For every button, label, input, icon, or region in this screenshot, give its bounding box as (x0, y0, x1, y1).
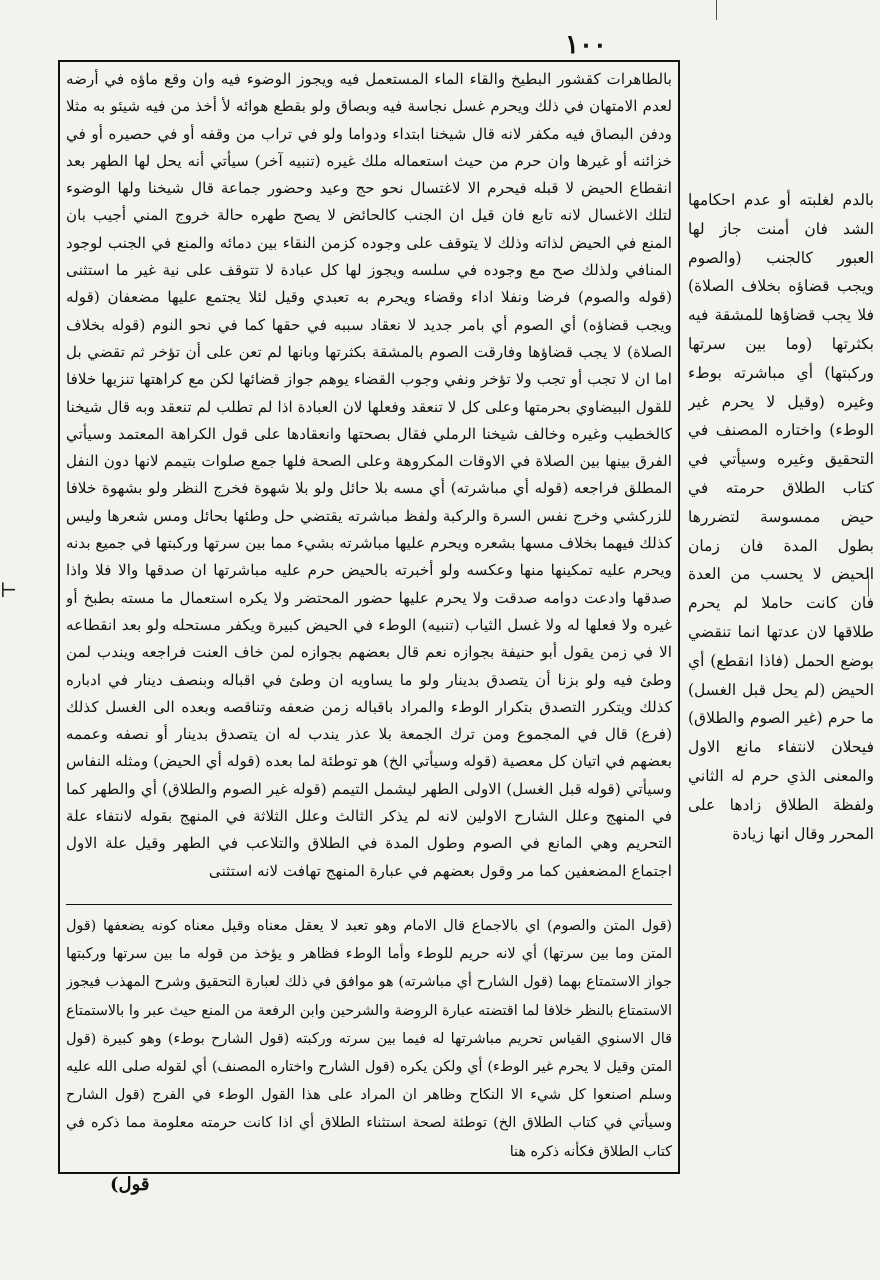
main-text-block (66, 66, 672, 898)
margin-paragraph: بالدم لغلبته أو عدم احكامها الشد فان أمنت جاز لها العبور كالجنب (والصوم ويجب قضاؤه بخلاف الصلاة) فلا يجب قضاؤها للمشقة فيه بكثرتها (وما بين سرتها وركبتها) أي مباشرته بوطء وغيره (وقيل لا يحرم غير الوطء) واختاره المصنف في التحقيق وغيره وسيأتي في كتاب الطلاق حرمته في حيض ممسوسة لتضررها بطول المدة فان زمان الحيض لا يحسب من العدة فان كانت حاملا لم يحرم طلاقها لان عدتها انما تنقضي بوضع الحمل (فاذا انقطع) أي الحيض (لم يحل قبل الغسل) ما حرم (غير الصوم والطلاق) فيحلان لانتفاء مانع الاول والمعنى الذي حرم له الثاني ولفظة الطلاق زادها على المحرر وقال انها زيادة (688, 191, 874, 843)
commentary-paragraph: (قول المتن والصوم) اي بالاجماع قال الامام وهو تعبد لا يعقل معناه وقيل معناه كونه يضعفها (قول المتن وما بين سرتها) أي لانه حريم للوطء وأما الوطء فظاهر و يؤخذ من قوله ما بين سرتها وركبتها جواز الاستمتاع بهما (قول الشارح أي مباشرته) هو موافق في ذلك لعبارة التحقيق وشرح المهذب فيجوز الاستمتاع بالنظر خلافا لما اقتضته عبارة الروضة والشرحين وابن الرفعة من المنع حيث عبر وا بالاستمتاع قال الاسنوي القياس تحريم مباشرتها له فيما بين سرته وركبته (قول الشارح بوطء) وهو كبيرة (قول المتن وقيل لا يحرم غير الوطء) أي ولكن يكره (قول الشارح واختاره المصنف) أي لقوله صلى الله عليه وسلم اصنعوا كل شيء الا النكاح وظاهر ان المراد على هذا القول الوطء في الفرج (قول الشارح وسيأتي في كتاب الطلاق الخ) توطئة لصحة استثناء الطلاق أي اذا كانت حرمته معلومة مما ذكره في كتاب الطلاق فكأنه ذكره هنا (66, 918, 672, 1160)
margin-mark: ⊢ (0, 578, 18, 602)
page-number: ١٠٠ (565, 30, 607, 60)
catchword: (قول (110, 1174, 150, 1195)
scratch-mark (716, 0, 717, 20)
main-paragraph: بالطاهرات كقشور البطيخ والقاء الماء المستعمل فيه ويجوز الوضوء فيه وان وقع ماؤه في أرضه لعدم الامتهان في ذلك ويحرم غسل نجاسة فيه وبصاق ولو بقطع هوائه لأ أخذ من فيه شيئو به مثلا ودفن البصاق فيه مكفر لانه قال شيخنا ابتداء ودواما ولو في تراب من وقفه أو في حصيره أو في خزائنه أو غيرها وان حرم من حيث استعماله ملك غيره (تنبيه آخر) سيأتي أنه يحل لها الطهر بعد انقطاع الحيض لا قبله فيحرم الا لاغتسال نحو حج وعيد وحضور جماعة قال شيخنا ولها الوضوء لتلك الاغسال لانه تابع فان قيل ان الجنب كالحائض لا يصح طهره حالة خروج المني أجيب بان المنع في الحيض لذاته وذلك لا يتوقف على وجوده كزمن النقاء بين دمائه والمنع في الجنب لوجود المنافي ولذلك صح مع وجوده في سلسه ويجوز لها كل عبادة لا تتوقف على نية غير ما استثنى (قوله والصوم) فرضا ونفلا اداء وقضاء ويحرم به تعبدي وقيل لئلا يجتمع عليها مضعفان (قوله ويجب قضاؤه) أي الصوم أي بامر جديد لا نعقاد سببه في حقها كما في نحو النوم (قوله بخلاف الصلاة) لا يجب قضاؤها وفارقت الصوم بالمشقة بكثرتها وبانها لم تعن على أن تؤخر ثم تقضي بل اما ان لا تجب أو تجب ولا تؤخر ونفي وجوب القضاء يوهم جواز قضائها لكن مع كراهتها تنزيها خلافا للقول البيضاوي بحرمتها وعلى كل لا تنعقد وفعلها لان العبادة اذا لم تطلب لم تنعقد وبه قال شيخنا كالخطيب وغيره وخالف شيخنا الرملي فقال بصحتها وانعقادها على قول الكراهة المعتمد وسيأتي الفرق بينها بين الصلاة في الاوقات المكروهة وعلى الصحة فلها جمع صلوات بتيمم لانها دون النفل المطلق فراجعه (قوله أي مباشرته) أي مسه بلا حائل ولو بلا شهوة فخرج النظر ولو بشهوة خلافا للزركشي وخرج نفس السرة والركبة ولفظ مباشرته يقتضي حل وطئها بحائل ومس شعرها وليس كذلك فيهما بخلاف مسها بشعره ويحرم عليها مباشرته بشيء مما بين سرتها وركبتها في جميع بدنه ويحرم عليه تمكينها منها وعكسه ولو أخبرته بالحيض حرم عليه مباشرتها ان صدقها والا فلا واذا صدقها وادعت دوامه صدقت ولا يحرم عليها حضور المحتضر ولا يكره استعمال ما مسته بطبخ أو غيره ولا فعلها له ولا غسل الثياب (تنبيه) الوطء في الحيض كبيرة ويكفر مستحله ولو بعد انقطاعه الا في زمن يقول أبو حنيفة بجوازه نعم قال بعضهم بجوازه لمن خاف العنت فراجعه ويندب لمن وطئ فيه ولو بزنا أن يتصدق بدينار ولو ما يساويه ان وطئ في اقباله وبنصف دينار في ادباره كذلك ويتكرر التصدق بتكرار الوطء والمراد باقباله زمن ضعفه وتناقصه وبعده الى الغسل كذلك (فرع) قال في المجموع ومن ترك الجمعة بلا عذر يندب له ان يتصدق بدينار أو نصفه وعممه بعضهم في اتيان كل معصية (قوله وسيأتي الخ) هو توطئة لما بعده (قوله أي الحيض) ومثله النفاس وسيأتي (قوله قبل الغسل) الاولى الطهر ليشمل التيمم (قوله غير الصوم والطلاق) أي والطهر كما في المنهج وعلل الشارح الاولين لانه لم يذكر الثالث وعلل الثلاثة في المنهج بقوله لانتفاء علة التحريم وهي المانع في الصوم وطول المدة في الطلاق والتلاعب في الطهر وقيل علة الاول اجتماع المضعفين كما مر وقول بعضهم في عبارة المنهج تهافت لانه استثنى (66, 70, 672, 880)
margin-note (688, 186, 874, 986)
divider-rule (66, 904, 672, 905)
text-frame (58, 60, 680, 1174)
commentary-block (66, 912, 672, 1170)
